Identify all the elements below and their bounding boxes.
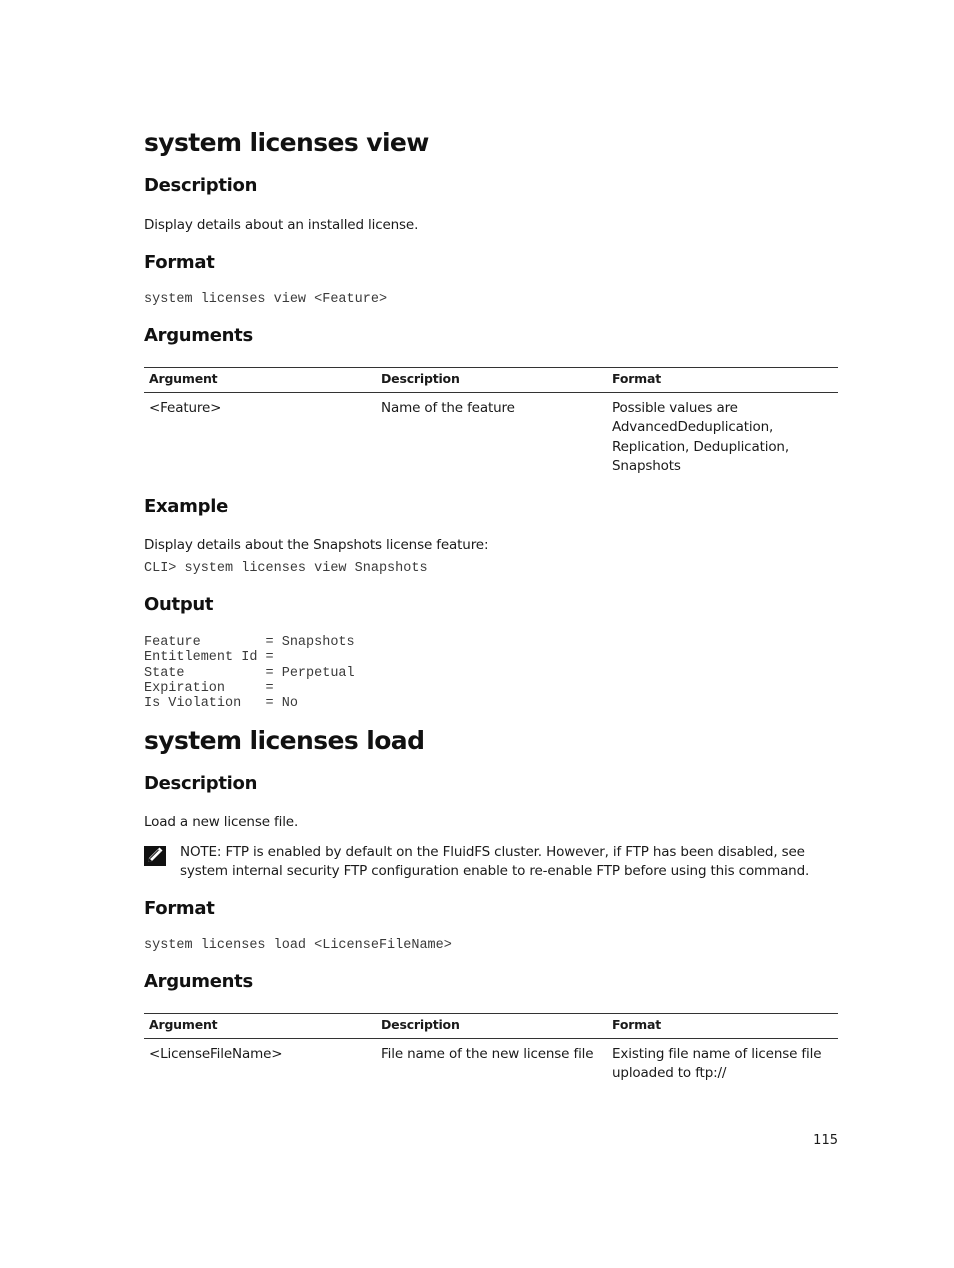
example-heading: Example — [144, 496, 228, 517]
description-text: Load a new license file. — [144, 814, 299, 830]
note-label: NOTE: — [180, 844, 222, 860]
arguments-table — [144, 367, 838, 476]
format-heading: Format — [144, 252, 215, 273]
format-heading: Format — [144, 898, 215, 919]
description-heading: Description — [144, 773, 258, 794]
table-header-row — [144, 1014, 838, 1039]
example-command: CLI> system licenses view Snapshots — [144, 561, 428, 576]
output-line: Is Violation = No — [144, 696, 298, 712]
format-syntax: system licenses view <Feature> — [144, 292, 388, 307]
note-pencil-icon — [144, 846, 166, 866]
column-header-format: Format — [607, 1014, 838, 1039]
output-line: Feature = Snapshots — [144, 635, 355, 650]
column-header-argument: Argument — [144, 1014, 376, 1039]
table-row — [144, 393, 838, 477]
description-text: Display details about an installed license. — [144, 217, 419, 233]
cell-format: Existing file name of license file uploaded to ftp:// — [612, 1046, 822, 1082]
output-line: Entitlement Id = — [144, 650, 274, 666]
table-header-row — [144, 368, 838, 393]
table-row — [144, 1039, 838, 1084]
section-title-licenses-load: system licenses load — [144, 726, 425, 755]
output-heading: Output — [144, 594, 214, 615]
page-number: 115 — [813, 1133, 838, 1148]
column-header-description: Description — [376, 368, 607, 393]
output-block — [144, 635, 355, 711]
output-line: Expiration = — [144, 680, 274, 696]
cell-description: File name of the new license file — [381, 1046, 594, 1062]
cell-argument: <LicenseFileName> — [149, 1046, 283, 1062]
column-header-argument: Argument — [144, 368, 376, 393]
description-heading: Description — [144, 175, 258, 196]
cell-argument: <Feature> — [149, 400, 222, 416]
output-line: State = Perpetual — [144, 665, 355, 681]
arguments-table — [144, 1013, 838, 1084]
example-text: Display details about the Snapshots license feature: — [144, 537, 489, 553]
arguments-heading: Arguments — [144, 971, 253, 992]
column-header-format: Format — [607, 368, 838, 393]
note-block — [180, 843, 820, 881]
cell-format: Possible values are AdvancedDeduplication, Replication, Deduplication, Snapshots — [612, 400, 789, 474]
section-title-licenses-view: system licenses view — [144, 128, 429, 157]
cell-description: Name of the feature — [381, 400, 515, 416]
column-header-description: Description — [376, 1014, 607, 1039]
note-text: FTP is enabled by default on the FluidFS cluster. However, if FTP has been disabled, see system internal security FTP configuration enable to re-enable FTP before using this command. — [180, 844, 810, 879]
format-syntax: system licenses load <LicenseFileName> — [144, 938, 452, 953]
arguments-heading: Arguments — [144, 325, 253, 346]
